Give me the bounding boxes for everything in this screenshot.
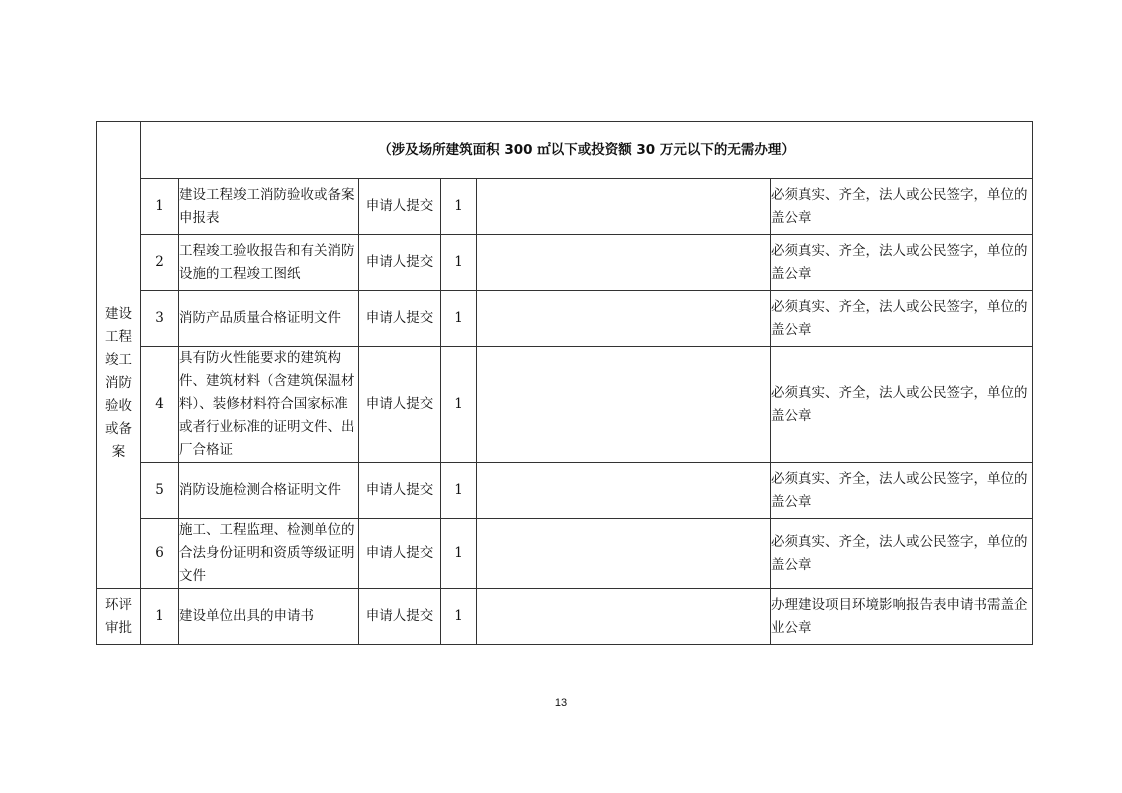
requirement: 必须真实、齐全，法人或公民签字，单位的盖公章 xyxy=(771,347,1033,463)
material-name: 消防设施检测合格证明文件 xyxy=(179,463,359,519)
copies: 1 xyxy=(441,179,477,235)
category-cell xyxy=(97,589,141,645)
table-row xyxy=(97,347,1033,463)
table-row xyxy=(97,463,1033,519)
remark xyxy=(477,589,771,645)
table-row xyxy=(97,291,1033,347)
row-index: 3 xyxy=(141,291,179,347)
remark xyxy=(477,347,771,463)
row-index: 5 xyxy=(141,463,179,519)
table-row xyxy=(97,235,1033,291)
submission-method: 申请人提交 xyxy=(359,179,441,235)
category-label: 建设工程竣工消防验收或备案 xyxy=(105,305,132,460)
copies: 1 xyxy=(441,291,477,347)
row-index: 4 xyxy=(141,347,179,463)
table-row xyxy=(97,519,1033,589)
remark xyxy=(477,179,771,235)
material-name: 施工、工程监理、检测单位的合法身份证明和资质等级证明文件 xyxy=(179,519,359,589)
materials-table xyxy=(96,121,1033,645)
requirement: 必须真实、齐全，法人或公民签字，单位的盖公章 xyxy=(771,235,1033,291)
section-note: （涉及场所建筑面积 300 ㎡以下或投资额 30 万元以下的无需办理） xyxy=(141,122,1033,179)
remark xyxy=(477,291,771,347)
material-name: 工程竣工验收报告和有关消防设施的工程竣工图纸 xyxy=(179,235,359,291)
category-label: 环评审批 xyxy=(105,596,132,636)
copies: 1 xyxy=(441,463,477,519)
material-name: 消防产品质量合格证明文件 xyxy=(179,291,359,347)
table-row xyxy=(97,589,1033,645)
section-note-row xyxy=(97,122,1033,179)
category-cell-top xyxy=(97,122,141,179)
submission-method: 申请人提交 xyxy=(359,589,441,645)
material-name: 建设工程竣工消防验收或备案申报表 xyxy=(179,179,359,235)
page-number: 13 xyxy=(554,697,568,709)
requirement: 必须真实、齐全，法人或公民签字，单位的盖公章 xyxy=(771,291,1033,347)
submission-method: 申请人提交 xyxy=(359,463,441,519)
copies: 1 xyxy=(441,235,477,291)
row-index: 6 xyxy=(141,519,179,589)
requirement: 办理建设项目环境影响报告表申请书需盖企业公章 xyxy=(771,589,1033,645)
material-name: 建设单位出具的申请书 xyxy=(179,589,359,645)
requirement: 必须真实、齐全，法人或公民签字，单位的盖公章 xyxy=(771,519,1033,589)
row-index: 2 xyxy=(141,235,179,291)
row-index: 1 xyxy=(141,589,179,645)
row-index: 1 xyxy=(141,179,179,235)
copies: 1 xyxy=(441,519,477,589)
table-row xyxy=(97,179,1033,235)
copies: 1 xyxy=(441,589,477,645)
remark xyxy=(477,235,771,291)
submission-method: 申请人提交 xyxy=(359,519,441,589)
material-name: 具有防火性能要求的建筑构件、建筑材料（含建筑保温材料）、装修材料符合国家标准或者行业标准的证明文件、出厂合格证 xyxy=(179,347,359,463)
requirement: 必须真实、齐全，法人或公民签字，单位的盖公章 xyxy=(771,463,1033,519)
category-cell xyxy=(97,179,141,589)
copies: 1 xyxy=(441,347,477,463)
submission-method: 申请人提交 xyxy=(359,235,441,291)
remark xyxy=(477,463,771,519)
remark xyxy=(477,519,771,589)
submission-method: 申请人提交 xyxy=(359,347,441,463)
submission-method: 申请人提交 xyxy=(359,291,441,347)
requirement: 必须真实、齐全，法人或公民签字，单位的盖公章 xyxy=(771,179,1033,235)
